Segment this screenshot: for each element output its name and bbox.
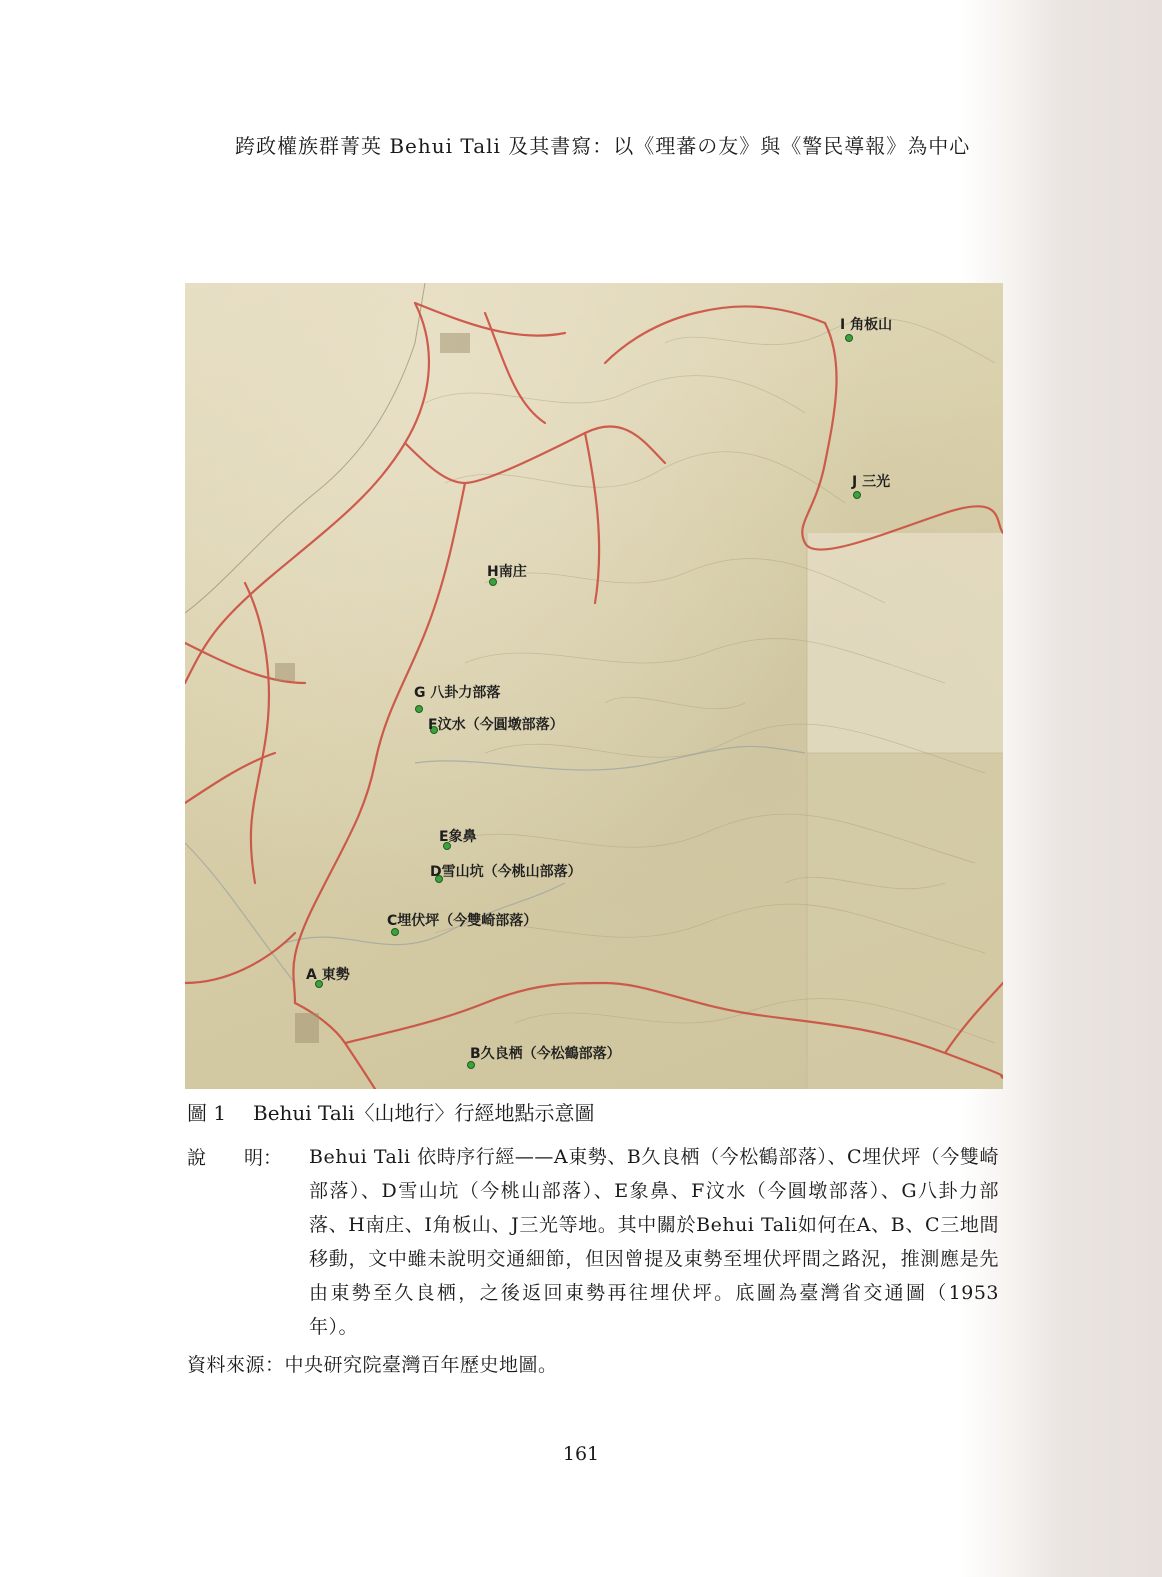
source-line: 資料來源：中央研究院臺灣百年歷史地圖。 — [187, 1354, 558, 1376]
map-dot-j — [853, 491, 861, 499]
route-map — [185, 283, 1003, 1089]
running-head: 跨政權族群菁英 Behui Tali 及其書寫：以《理蕃の友》與《警民導報》為中心 — [235, 134, 971, 158]
page-number: 161 — [562, 1443, 600, 1465]
map-label-i: I 角板山 — [840, 317, 893, 333]
note-label: 說 明： — [187, 1147, 283, 1169]
map-label-d: D雪山坑（今桃山部落） — [430, 864, 582, 880]
figure-number: 圖 1 — [187, 1101, 227, 1125]
map-dot-g — [415, 705, 423, 713]
map-label-b: B久良栖（今松鶴部落） — [470, 1046, 621, 1062]
figure-caption — [187, 1097, 595, 1126]
map-label-j: J 三光 — [852, 474, 891, 490]
map-label-h: H南庄 — [487, 564, 527, 580]
map-dot-i — [845, 334, 853, 342]
map-label-c: C埋伏坪（今雙崎部落） — [387, 913, 538, 929]
note-body: Behui Tali 依時序行經——A東勢、B久良栖（今松鶴部落）、C埋伏坪（今雙崎部落）、D雪山坑（今桃山部落）、E象鼻、F汶水（今圓墩部落）、G八卦力部落、H南庄、I角板山、J三光等地。其中關於Behui Tali如何在A、B、C三地間移動，文中雖未說明交通細節，但因曾提及東勢至埋伏坪間之路況，推測應是先由東勢至久良栖，之後返回東勢再往埋伏坪。底圖為臺灣省交通圖（1953 年）。 — [309, 1146, 999, 1338]
figure-title: Behui Tali〈山地行〉行經地點示意圖 — [253, 1101, 595, 1125]
map-label-a: A 東勢 — [306, 967, 350, 983]
map-label-g: G 八卦力部落 — [414, 685, 501, 701]
map-label-f: F汶水（今圓墩部落） — [428, 717, 564, 733]
map-label-e: E象鼻 — [439, 829, 477, 845]
